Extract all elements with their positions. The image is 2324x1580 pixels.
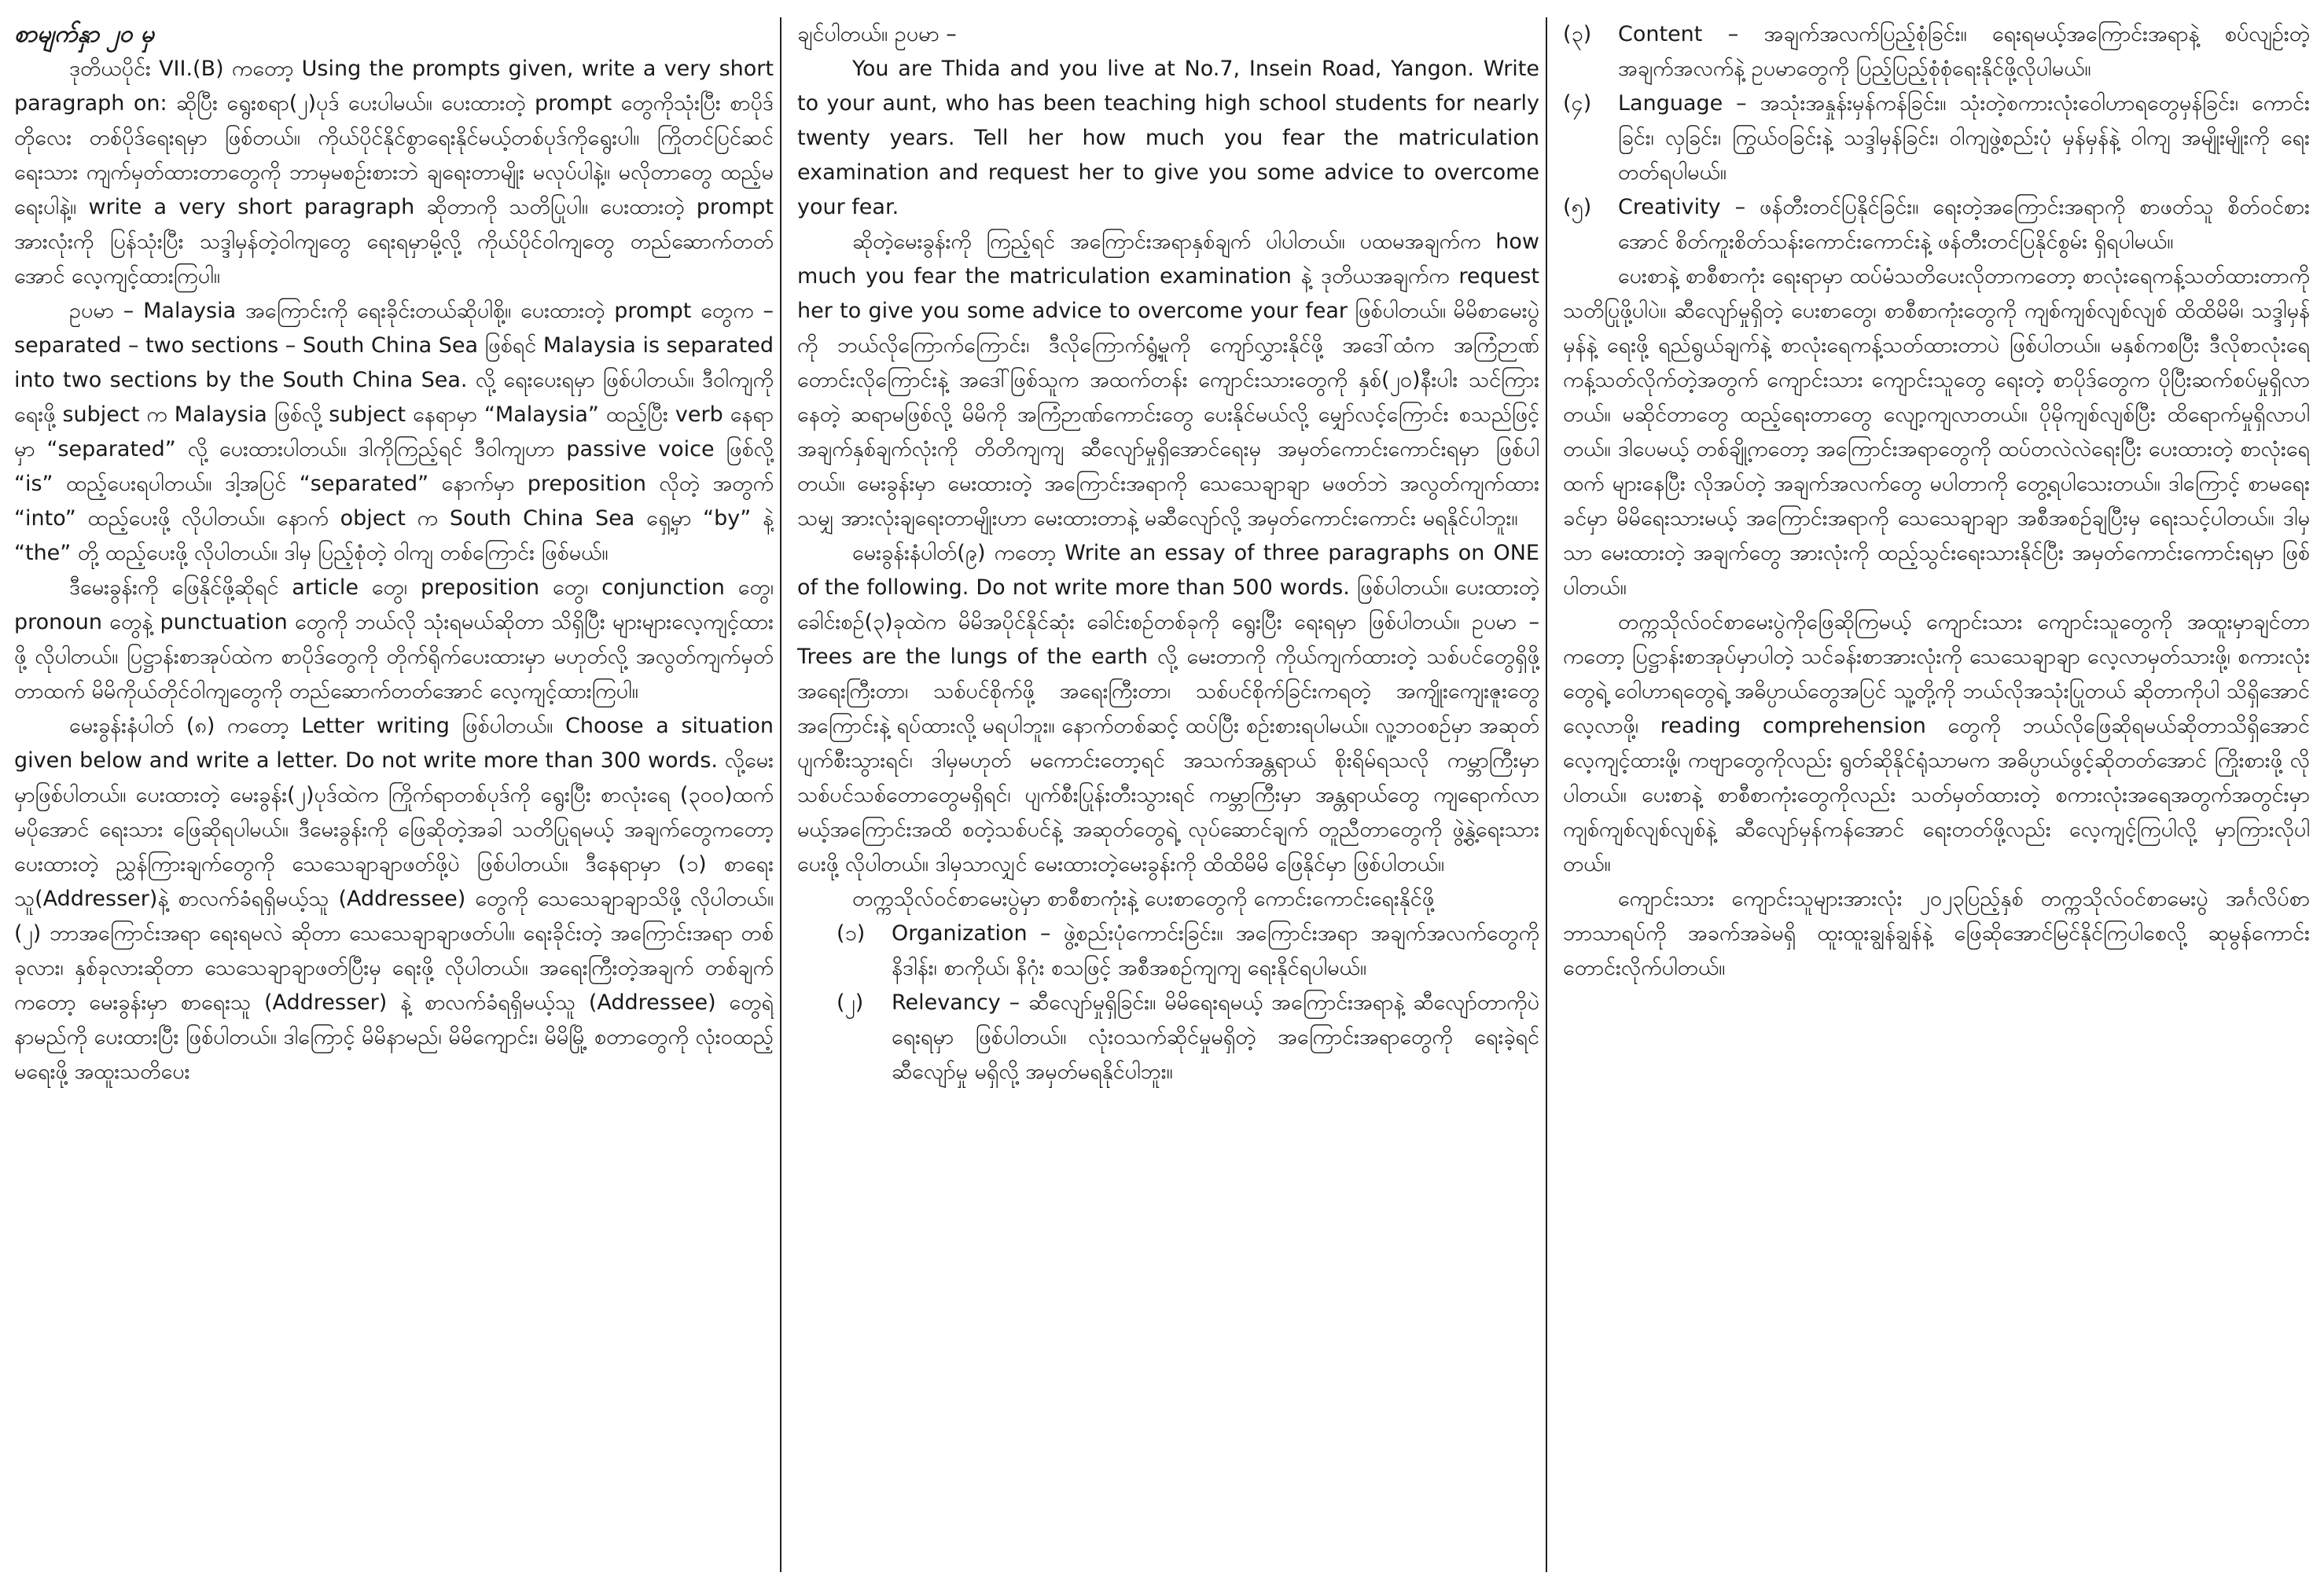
paragraph: ဥပမာ – Malaysia အကြောင်းကို ရေးခိုင်းတယ်ဆိုပါစို့။ ပေးထားတဲ့ prompt တွေက – separated – two sections – South China Sea ဖြစ်ရင် Malaysia is separated into two sections by the South China Sea. လို့ ရေးပေးရမှာ ဖြစ်ပါတယ်။ ဒီဝါကျကို ရေးဖို့ subject က Malaysia ဖြစ်လို့ subject နေရာမှာ “Malaysia” ထည့်ပြီး verb နေရာမှာ “separated” လို့ ပေးထားပါတယ်။ ဒါကိုကြည့်ရင် ဒီဝါကျဟာ passive voice ဖြစ်လို့ “is” ထည့်ပေးရပါတယ်။ ဒါ့အပြင် “separated” နောက်မှာ preposition လိုတဲ့ အတွက် “into” ထည့်ပေးဖို့ လိုပါတယ်။ နောက် object က South China Sea ရှေ့မှာ “by” နဲ့ “the” တို့ ထည့်ပေးဖို့ လိုပါတယ်။ ဒါမှ ပြည့်စုံတဲ့ ဝါကျ တစ်ကြောင်း ဖြစ်မယ်။ [14, 299, 774, 565]
paragraph: ဒီမေးခွန်းကို ဖြေနိုင်ဖို့ဆိုရင် article တွေ၊ preposition တွေ၊ conjunction တွေ၊ pronoun တွေနဲ့ punctuation တွေကို ဘယ်လို သုံးရမယ်ဆိုတာ သိရှိပြီး များများလေ့ကျင့်ထားဖို့ လိုပါတယ်။ ပြဋ္ဌာန်းစာအုပ်ထဲက စာပိုဒ်တွေကို တိုက်ရိုက်ပေးထားမှာ မဟုတ်လို့ အလွတ်ကျက်မှတ်တာထက် မိမိကိုယ်တိုင်ဝါကျတွေကို တည်ဆောက်တတ်အောင် လေ့ကျင့်ထားကြပါ။ [14, 575, 774, 704]
criteria-text: Content – အချက်အလက်ပြည့်စုံခြင်း။ ရေးရမယ့်အကြောင်းအရာနဲ့ စပ်လျဉ်းတဲ့ အချက်အလက်နဲ့ ဥပမာတွေကို ပြည့်ပြည့်စုံစုံရေးနိုင်ဖို့လိုပါမယ်။ [1618, 22, 2310, 81]
criteria-list [1563, 17, 2310, 259]
paragraph: ချင်ပါတယ်။ ဥပမာ – [797, 22, 957, 46]
criteria-text: Creativity – ဖန်တီးတင်ပြနိုင်ခြင်း။ ရေးတဲ့အကြောင်းအရာကို စာဖတ်သူ စိတ်ဝင်စားအောင် စိတ်ကူးစိတ်သန်းကောင်းကောင်းနဲ့ ဖန်တီးတင်ပြနိုင်စွမ်း ရှိရပါမယ်။ [1618, 195, 2310, 254]
criteria-number: (၂) [837, 990, 864, 1015]
criteria-text: Language – အသုံးအနှုန်းမှန်ကန်ခြင်း။ သုံးတဲ့စကားလုံးဝေါဟာရတွေမှန်ခြင်း၊ ကောင်းခြင်း၊ လှခြင်း၊ ကြွယ်ဝခြင်းနဲ့ သဒ္ဒါမှန်ခြင်း၊ ဝါကျဖွဲ့စည်းပုံ မှန်မှန်နဲ့ ဝါကျ အမျိုးမျိုးကို ရေးတတ်ရပါမယ်။ [1618, 91, 2310, 185]
paragraph: ပေးစာနဲ့ စာစီစာကုံး ရေးရာမှာ ထပ်မံသတိပေးလိုတာကတော့ စာလုံးရေကန့်သတ်ထားတာကို သတိပြုဖို့ပါပဲ။ ဆီလျော်မှုရှိတဲ့ ပေးစာတွေ၊ စာစီစာကုံးတွေကို ကျစ်ကျစ်လျစ်လျစ် ထိထိမိမိ၊ သဒ္ဒါမှန်မှန်နဲ့ ရေးဖို့ ရည်ရွယ်ချက်နဲ့ စာလုံးရေကန့်သတ်ထားတာပဲ ဖြစ်ပါတယ်။ မနှစ်ကစပြီး ဒီလိုစာလုံးရေကန့်သတ်လိုက်တဲ့အတွက် ကျောင်းသား ကျောင်းသူတွေ ရေးတဲ့ စာပိုဒ်တွေက ပိုပြီးဆက်စပ်မှုရှိလာတယ်။ မဆိုင်တာတွေ ထည့်ရေးတာတွေ လျော့ကျလာတယ်။ ပိုမိုကျစ်လျစ်ပြီး ထိရောက်မှုရှိလာပါတယ်။ ဒါပေမယ့် တစ်ချို့ကတော့ အကြောင်းအရာတွေကို ထပ်တလဲလဲရေးပြီး ပေးထားတဲ့ စာလုံးရေထက် များနေပြီး လိုအပ်တဲ့ အချက်အလက်တွေ မပါတာကို တွေ့ရပါသေးတယ်။ ဒါကြောင့် စာမရေးခင်မှာ မိမိရေးသားမယ့် အကြောင်းအရာကို သေသေချာချာ အစီအစဉ်ချပြီးမှ ရေးသင့်ပါတယ်။ ဒါမှသာ မေးထားတဲ့ အချက်တွေ အားလုံးကို ထည့်သွင်းရေးသားနိုင်ပြီး အမှတ်ကောင်းကောင်းရမှာ ဖြစ်ပါတယ်။ [1563, 264, 2310, 600]
criteria-item [837, 986, 1539, 1089]
paragraph: ဆိုတဲ့မေးခွန်းကို ကြည့်ရင် အကြောင်းအရာနှစ်ချက် ပါပါတယ်။ ပထမအချက်က how much you fear the matriculation examination နဲ့ ဒုတိယအချက်က request her to give you some advice to overcome your fear ဖြစ်ပါတယ်။ မိမိစာမေးပွဲကို ဘယ်လိုကြောက်ကြောင်း၊ ဒီလိုကြောက်ရွံ့မှုကို ကျော်လွှားနိုင်ဖို့ အဒေါ်ထံက အကြံဉာဏ် တောင်းလိုကြောင်းနဲ့ အဒေါ်ဖြစ်သူက အထက်တန်း ကျောင်းသားတွေကို နှစ်(၂၀)နီးပါး သင်ကြားနေတဲ့ ဆရာမဖြစ်လို့ မိမိကို အကြံဉာဏ်ကောင်းတွေ ပေးနိုင်မယ်လို့ မျှော်လင့်ကြောင်း စသည်ဖြင့် အချက်နှစ်ချက်လုံးကို တိတိကျကျ ဆီလျော်မှုရှိအောင်ရေးမှ အမှတ်ကောင်းကောင်းရမှာ ဖြစ်ပါတယ်။ မေးခွန်းမှာ မေးထားတဲ့ အကြောင်းအရာကို သေသေချာချာ မဖတ်ဘဲ အလွတ်ကျက်ထားသမျှ အားလုံးချရေးတာမျိုးဟာ မေးထားတာနဲ့ မဆီလျော်လို့ အမှတ်ကောင်းကောင်း မရနိုင်ပါဘူး။ [797, 230, 1539, 531]
criteria-list [797, 917, 1539, 1089]
paragraph: မေးခွန်းနံပါတ်(၉) ကတော့ Write an essay of three paragraphs on ONE of the following. Do not write more than 500 words. ဖြစ်ပါတယ်။ ပေးထားတဲ့ ခေါင်းစဉ်(၃)ခုထဲက မိမိအပိုင်နိုင်ဆုံး ခေါင်းစဉ်တစ်ခုကို ရွေးပြီး ရေးရမှာ ဖြစ်ပါတယ်။ ဥပမာ – Trees are the lungs of the earth လို့ မေးတာကို ကိုယ်ကျက်ထားတဲ့ သစ်ပင်တွေရှိဖို့ အရေးကြီးတာ၊ သစ်ပင်စိုက်ဖို့ အရေးကြီးတာ၊ သစ်ပင်စိုက်ခြင်းကရတဲ့ အကျိုးကျေးဇူးတွေ အကြောင်းနဲ့ ရပ်ထားလို့ မရပါဘူး။ နောက်တစ်ဆင့် ထပ်ပြီး စဉ်းစားရပါမယ်။ လူ့ဘဝစဉ်မှာ အဆုတ်ပျက်စီးသွားရင်၊ ဒါမှမဟုတ် မကောင်းတော့ရင် အသက်အန္တရာယ် စိုးရိမ်ရသလို ကမ္ဘာကြီးမှာ သစ်ပင်သစ်တောတွေမရှိရင်၊ ပျက်စီးပြုန်းတီးသွားရင် ကမ္ဘာကြီးမှာ အန္တရာယ်တွေ ကျရောက်လာမယ့်အကြောင်းအထိ စတဲ့သစ်ပင်နဲ့ အဆုတ်တွေရဲ့ လုပ်ဆောင်ချက် တူညီတာတွေကို ဖွဲ့နွဲ့ရေးသားပေးဖို့ လိုပါတယ်။ ဒါမှသာလျှင် မေးထားတဲ့မေးခွန်းကို ထိထိမိမိ ဖြေနိုင်မှာ ဖြစ်ပါတယ်။ [797, 541, 1539, 876]
column-2 [780, 17, 1539, 1572]
criteria-item [837, 917, 1539, 986]
criteria-item [1563, 190, 2310, 259]
column-1 [14, 17, 774, 1572]
criteria-text: Organization – ဖွဲ့စည်းပုံကောင်းခြင်း။ အကြောင်းအရာ အချက်အလက်တွေကို နိဒါန်း၊ စာကိုယ်၊ နိဂုံး စသဖြင့် အစီအစဉ်ကျကျ ရေးနိုင်ရပါမယ်။ [892, 921, 1539, 980]
criteria-number: (၃) [1563, 22, 1592, 46]
paragraph: ဒုတိယပိုင်း VII.(B) ကတော့ Using the prompts given, write a very short paragraph on: ဆိုပြီး ရွေးစရာ(၂)ပုဒ် ပေးပါမယ်။ ပေးထားတဲ့ prompt တွေကိုသုံးပြီး စာပိုဒ်တိုလေး တစ်ပိုဒ်ရေးရမှာ ဖြစ်တယ်။ ကိုယ်ပိုင်နိုင်စွာရေးနိုင်မယ့်တစ်ပုဒ်ကိုရွေးပါ။ ကြိုတင်ပြင်ဆင်ရေးသား ကျက်မှတ်ထားတာတွေကို ဘာမှမစဉ်းစားဘဲ ချရေးတာမျိုး မလုပ်ပါနဲ့။ မလိုတာတွေ ထည့်မရေးပါနဲ့။ write a very short paragraph ဆိုတာကို သတိပြုပါ။ ပေးထားတဲ့ prompt အားလုံးကို ပြန်သုံးပြီး သဒ္ဒါမှန်တဲ့ဝါကျတွေ ရေးရမှာမို့လို့ ကိုယ်ပိုင်ဝါကျတွေ တည်ဆောက်တတ်အောင် လေ့ကျင့်ထားကြပါ။ [14, 57, 774, 288]
criteria-number: (၄) [1563, 91, 1592, 116]
criteria-number: (၁) [837, 921, 866, 946]
paragraph: မေးခွန်းနံပါတ် (၈) ကတော့ Letter writing ဖြစ်ပါတယ်။ Choose a situation given below and write a letter. Do not write more than 300 words. လို့မေးမှာဖြစ်ပါတယ်။ ပေးထားတဲ့ မေးခွန်း(၂)ပုဒ်ထဲက ကြိုက်ရာတစ်ပုဒ်ကို ရွေးပြီး စာလုံးရေ (၃၀၀)ထက် မပိုအောင် ရေးသား ဖြေဆိုရပါမယ်။ ဒီမေးခွန်းကို ဖြေဆိုတဲ့အခါ သတိပြုရမယ့် အချက်တွေကတော့ ပေးထားတဲ့ ညွှန်ကြားချက်တွေကို သေသေချာချာဖတ်ဖို့ပဲ ဖြစ်ပါတယ်။ ဒီနေရာမှာ (၁) စာရေးသူ(Addresser)နဲ့ စာလက်ခံရရှိမယ့်သူ (Addressee) တွေကို သေသေချာချာသိဖို့ လိုပါတယ်။ (၂) ဘာအကြောင်းအရာ ရေးရမလဲ ဆိုတာ သေသေချာချာဖတ်ပါ။ ရေးခိုင်းတဲ့ အကြောင်းအရာ တစ်ခုလား၊ နှစ်ခုလားဆိုတာ သေသေချာချာဖတ်ပြီးမှ ရေးဖို့ လိုပါတယ်။ အရေးကြီးတဲ့အချက် တစ်ချက်ကတော့ မေးခွန်းမှာ စာရေးသူ (Addresser) နဲ့ စာလက်ခံရရှိမယ့်သူ (Addressee) တွေရဲ့ နာမည်ကို ပေးထားပြီး ဖြစ်ပါတယ်။ ဒါကြောင့် မိမိနာမည်၊ မိမိကျောင်း၊ မိမိမြို့ စတာတွေကို လုံးဝထည့်မရေးဖို့ အထူးသတိပေး [14, 714, 774, 1084]
paragraph: တက္ကသိုလ်ဝင်စာမေးပွဲကိုဖြေဆိုကြမယ့် ကျောင်းသား ကျောင်းသူတွေကို အထူးမှာချင်တာကတော့ ပြဋ္ဌာန်းစာအုပ်မှာပါတဲ့ သင်ခန်းစာအားလုံးကို သေသေချာချာ လေ့လာမှတ်သားဖို့၊ စကားလုံးတွေရဲ့ ဝေါဟာရတွေရဲ့ အဓိပ္ပာယ်တွေအပြင် သူ့တို့ကို ဘယ်လိုအသုံးပြုတယ် ဆိုတာကိုပါ သိရှိအောင် လေ့လာဖို့၊ reading comprehension တွေကို ဘယ်လိုဖြေဆိုရမယ်ဆိုတာသိရှိအောင် လေ့ကျင့်ထားဖို့၊ ကဗျာတွေကိုလည်း ရွတ်ဆိုနိုင်ရုံသာမက အဓိပ္ပာယ်ဖွင့်ဆိုတတ်အောင် ကြိုးစားဖို့ လိုပါတယ်။ ပေးစာနဲ့ စာစီစာကုံးတွေကိုလည်း သတ်မှတ်ထားတဲ့ စကားလုံးအရေအတွက်အတွင်းမှာ ကျစ်ကျစ်လျစ်လျစ်နဲ့ ဆီလျော်မှန်ကန်အောင် ရေးတတ်ဖို့လည်း လေ့ကျင့်ကြပါလို့ မှာကြားလိုပါတယ်။ [1563, 610, 2310, 876]
paragraph: တက္ကသိုလ်ဝင်စာမေးပွဲမှာ စာစီစာကုံးနဲ့ ပေးစာတွေကို ကောင်းကောင်းရေးနိုင်ဖို့ [852, 887, 1435, 911]
paragraph: ကျောင်းသား ကျောင်းသူများအားလုံး ၂၀၂၃ပြည့်နှစ် တက္ကသိုလ်ဝင်စာမေးပွဲ အင်္ဂလိပ်စာ ဘာသာရပ်ကို အခက်အခဲမရှိ ထူးထူးချွန်ချွန်နဲ့ ဖြေဆိုအောင်မြင်နိုင်ကြပါစေလို့ ဆုမွန်ကောင်း တောင်းလိုက်ပါတယ်။ [1563, 887, 2310, 980]
criteria-number: (၅) [1563, 195, 1592, 219]
column-3 [1546, 17, 2310, 1572]
criteria-item [1563, 17, 2310, 86]
criteria-item [1563, 86, 2310, 190]
continued-from-header: စာမျက်နှာ ၂၀ မှ [14, 20, 154, 48]
example-question: You are Thida and you live at No.7, Insein Road, Yangon. Write to your aunt, who has been teaching high school students for nearly twenty years. Tell her how much you fear the matriculation examination and request her to give you some advice to overcome your fear. [797, 57, 1539, 219]
criteria-text: Relevancy – ဆီလျော်မှုရှိခြင်း။ မိမိရေးရမယ့် အကြောင်းအရာနဲ့ ဆီလျော်တာကိုပဲ ရေးရမှာ ဖြစ်ပါတယ်။ လုံးဝသက်ဆိုင်မှုမရှိတဲ့ အကြောင်းအရာတွေကို ရေးခဲ့ရင် ဆီလျော်မှု မရှိလို့ အမှတ်မရနိုင်ပါဘူး။ [892, 990, 1539, 1084]
